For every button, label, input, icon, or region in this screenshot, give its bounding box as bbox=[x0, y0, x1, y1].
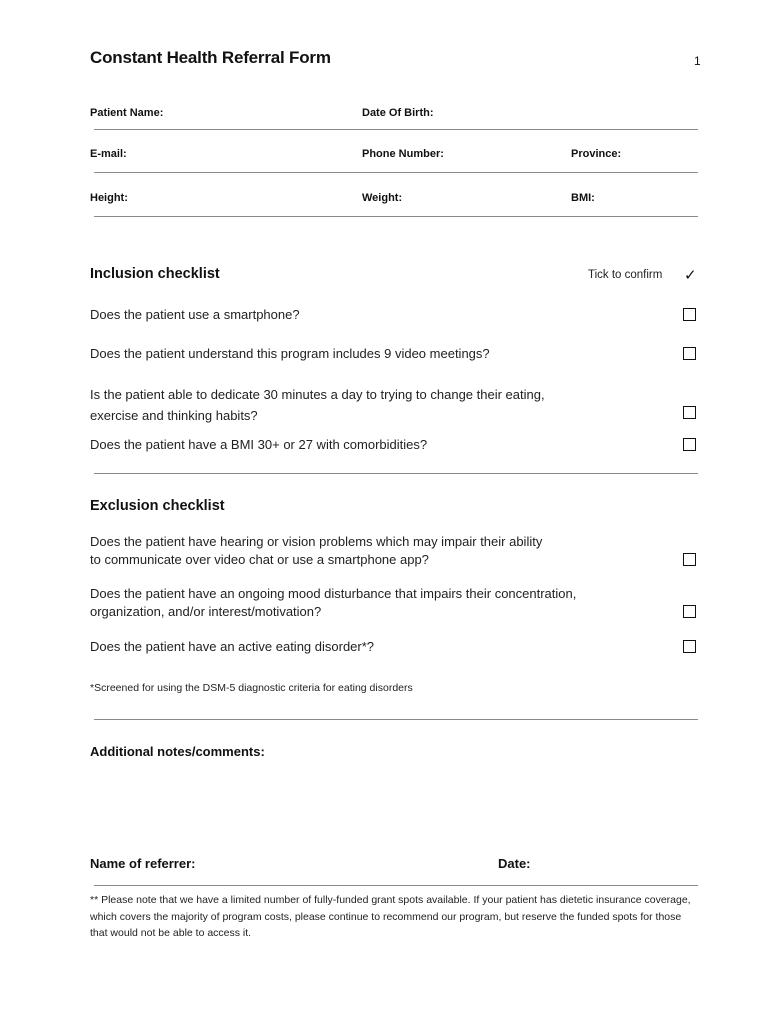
question-line: Does the patient understand this program includes 9 video meetings? bbox=[90, 346, 490, 361]
inclusion-checkbox-time-commitment[interactable] bbox=[683, 406, 696, 419]
exclusion-checklist-title: Exclusion checklist bbox=[90, 498, 225, 514]
inclusion-question bbox=[90, 436, 610, 454]
question-line: Does the patient have hearing or vision problems which may impair their ability bbox=[90, 534, 543, 549]
question-line: Does the patient have a BMI 30+ or 27 with comorbidities? bbox=[90, 437, 428, 452]
referrer-divider bbox=[94, 885, 698, 886]
form-title: Constant Health Referral Form bbox=[90, 48, 331, 67]
question-line: exercise and thinking habits? bbox=[90, 408, 258, 423]
question-line: organization, and/or interest/motivation? bbox=[90, 604, 322, 619]
inclusion-question bbox=[90, 345, 610, 363]
patient-name-label: Patient Name: bbox=[90, 107, 164, 119]
name-of-referrer-label: Name of referrer: bbox=[90, 856, 196, 871]
tick-to-confirm-label: Tick to confirm bbox=[588, 269, 663, 281]
email-label: E-mail: bbox=[90, 148, 127, 160]
date-of-birth-label: Date Of Birth: bbox=[362, 107, 434, 119]
section-divider bbox=[94, 719, 698, 720]
bmi-label: BMI: bbox=[571, 192, 595, 204]
field-divider bbox=[94, 129, 698, 130]
page-number: 1 bbox=[694, 54, 701, 68]
checkmark-icon: ✓ bbox=[684, 267, 697, 284]
additional-notes-title: Additional notes/comments: bbox=[90, 744, 265, 759]
inclusion-question bbox=[90, 384, 610, 426]
exclusion-question bbox=[90, 585, 610, 621]
field-divider bbox=[94, 216, 698, 217]
question-line: to communicate over video chat or use a smartphone app? bbox=[90, 552, 429, 567]
field-divider bbox=[94, 172, 698, 173]
inclusion-checkbox-bmi[interactable] bbox=[683, 438, 696, 451]
question-line: Does the patient use a smartphone? bbox=[90, 307, 300, 322]
inclusion-question bbox=[90, 306, 610, 324]
height-label: Height: bbox=[90, 192, 128, 204]
section-divider bbox=[94, 473, 698, 474]
exclusion-question bbox=[90, 533, 610, 569]
referrer-date-label: Date: bbox=[498, 856, 531, 871]
exclusion-checkbox-hearing-vision[interactable] bbox=[683, 553, 696, 566]
dsm5-footnote: *Screened for using the DSM-5 diagnostic criteria for eating disorders bbox=[90, 682, 413, 694]
exclusion-checkbox-mood-disturbance[interactable] bbox=[683, 605, 696, 618]
question-line: Does the patient have an active eating disorder*? bbox=[90, 639, 375, 654]
question-line: Does the patient have an ongoing mood disturbance that impairs their concentration, bbox=[90, 586, 577, 601]
province-label: Province: bbox=[571, 148, 622, 160]
funding-note: ** Please note that we have a limited number of fully-funded grant spots available. If your patient has dietetic insurance coverage, which covers the majority of program costs, please continue to recommend our program, but reserve the funded spots for those that would not be able to access it. bbox=[90, 894, 691, 939]
question-line: Is the patient able to dedicate 30 minutes a day to trying to change their eating, bbox=[90, 387, 545, 402]
exclusion-question bbox=[90, 638, 610, 656]
inclusion-checkbox-smartphone[interactable] bbox=[683, 308, 696, 321]
weight-label: Weight: bbox=[362, 192, 403, 204]
exclusion-checkbox-eating-disorder[interactable] bbox=[683, 640, 696, 653]
inclusion-checkbox-video-meetings[interactable] bbox=[683, 347, 696, 360]
inclusion-checklist-title: Inclusion checklist bbox=[90, 266, 220, 282]
phone-number-label: Phone Number: bbox=[362, 148, 444, 160]
